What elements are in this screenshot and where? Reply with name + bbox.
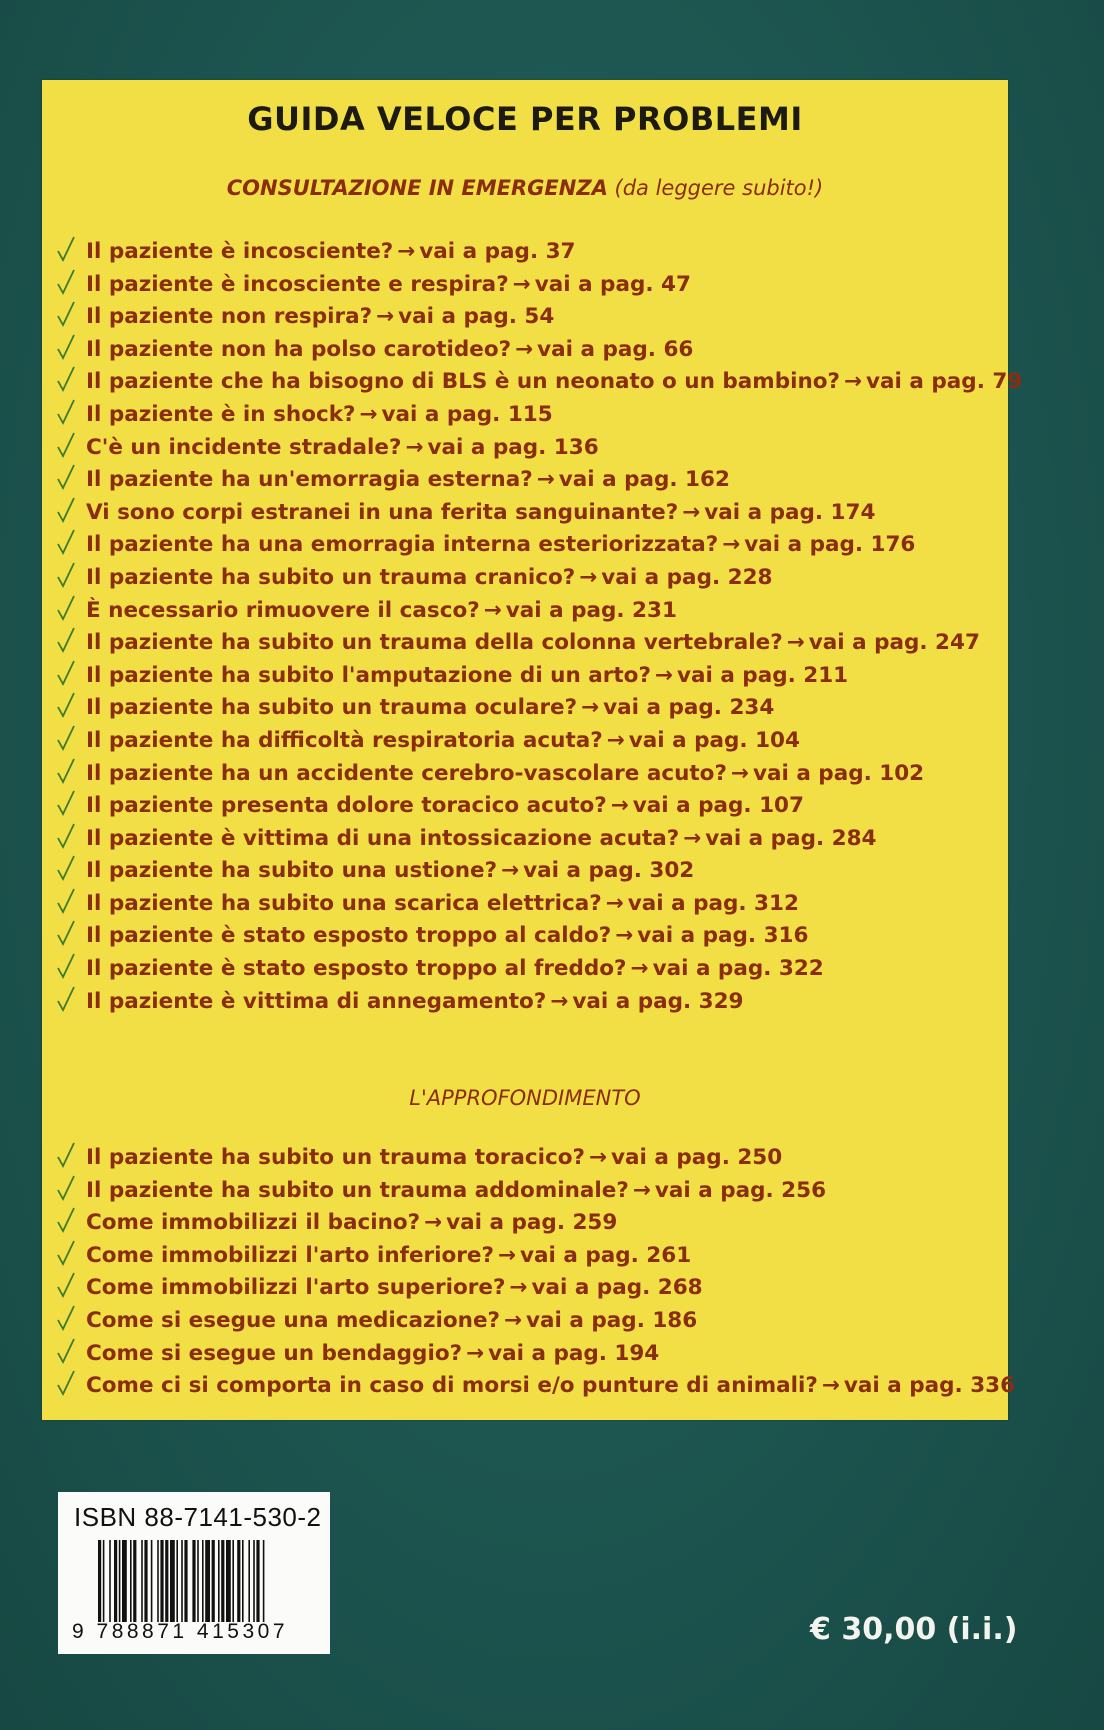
arrow-icon: → xyxy=(483,597,502,623)
question-text: Il paziente è vittima di annegamento? xyxy=(86,988,547,1014)
list-item xyxy=(56,531,1022,564)
quick-guide-panel xyxy=(42,80,1023,1420)
check-mark-icon xyxy=(56,625,76,655)
list-item xyxy=(56,303,1022,336)
emergency-heading-note: (da leggere subito!) xyxy=(607,176,824,200)
page-reference: vai a pag. 66 xyxy=(537,336,694,362)
check-mark-icon xyxy=(56,560,76,590)
question-text: Il paziente che ha bisogno di BLS è un neonato o un bambino? xyxy=(86,369,841,395)
question-text: Il paziente ha difficoltà respiratoria acuta? xyxy=(86,727,603,753)
page-reference: vai a pag. 268 xyxy=(531,1275,703,1301)
check-mark-icon xyxy=(56,1205,76,1235)
deepening-heading-text: L'APPROFONDIMENTO xyxy=(409,1086,641,1110)
arrow-icon: → xyxy=(821,1373,840,1399)
check-mark-icon xyxy=(56,821,76,851)
list-item xyxy=(56,629,1022,662)
arrow-icon: → xyxy=(579,564,598,590)
page-reference: vai a pag. 102 xyxy=(752,760,925,786)
question-text: Il paziente ha un'emorragia esterna? xyxy=(86,467,533,493)
question-text: Il paziente non respira? xyxy=(86,304,373,330)
check-mark-icon xyxy=(56,299,76,329)
list-item xyxy=(56,1144,1015,1177)
list-item xyxy=(56,564,1022,597)
arrow-icon: → xyxy=(515,336,534,362)
barcode-digits: 9 788871 415307 xyxy=(72,1620,288,1643)
page-reference: vai a pag. 322 xyxy=(652,956,824,982)
arrow-icon: → xyxy=(606,727,625,753)
page-reference: vai a pag. 259 xyxy=(446,1210,618,1236)
list-item xyxy=(56,760,1022,793)
question-text: Il paziente ha subito una scarica elettrica? xyxy=(86,890,602,916)
question-text: Il paziente ha una emorragia interna esteriorizzata? xyxy=(86,532,719,558)
page-reference: vai a pag. 79 xyxy=(866,369,1023,395)
question-text: Il paziente ha un accidente cerebro-vascolare acuto? xyxy=(86,760,727,786)
question-text: Il paziente ha subito un trauma della colonna vertebrale? xyxy=(86,630,783,656)
page-reference: vai a pag. 136 xyxy=(427,434,599,460)
list-item xyxy=(56,662,1022,695)
list-item xyxy=(56,988,1022,1021)
question-text: C'è un incidente stradale? xyxy=(86,434,402,460)
arrow-icon: → xyxy=(359,401,378,427)
page-reference: vai a pag. 194 xyxy=(488,1340,660,1366)
arrow-icon: → xyxy=(504,1307,523,1333)
arrow-icon: → xyxy=(466,1340,485,1366)
emergency-list xyxy=(56,238,1022,1020)
list-item xyxy=(56,238,1022,271)
deepening-heading xyxy=(42,1086,1008,1110)
arrow-icon: → xyxy=(501,858,520,884)
check-mark-icon xyxy=(56,593,76,623)
page-reference: vai a pag. 261 xyxy=(519,1242,692,1268)
question-text: Il paziente è vittima di una intossicazione acuta? xyxy=(86,825,680,851)
page-reference: vai a pag. 284 xyxy=(705,825,877,851)
arrow-icon: → xyxy=(589,1145,608,1170)
arrow-icon: → xyxy=(536,467,555,493)
page-reference: vai a pag. 115 xyxy=(381,401,553,427)
check-mark-icon xyxy=(56,1173,76,1203)
question-text: Il paziente ha subito un trauma toracico? xyxy=(86,1145,586,1170)
check-mark-icon xyxy=(56,527,76,557)
list-item xyxy=(56,336,1022,369)
check-mark-icon xyxy=(56,951,76,981)
list-item xyxy=(56,1242,1015,1275)
question-text: Il paziente non ha polso carotideo? xyxy=(86,336,512,362)
isbn-barcode-box xyxy=(58,1492,330,1654)
arrow-icon: → xyxy=(550,988,569,1014)
page-reference: vai a pag. 329 xyxy=(572,988,744,1014)
list-item xyxy=(56,825,1022,858)
page-reference: vai a pag. 336 xyxy=(843,1373,1016,1399)
list-item xyxy=(56,499,1022,532)
page-reference: vai a pag. 316 xyxy=(637,923,809,949)
list-item xyxy=(56,955,1022,988)
arrow-icon: → xyxy=(730,760,749,786)
page-reference: vai a pag. 211 xyxy=(676,662,849,688)
question-text: Il paziente ha subito un trauma oculare? xyxy=(86,695,578,721)
question-text: Il paziente è incosciente e respira? xyxy=(86,271,509,297)
arrow-icon: → xyxy=(397,239,416,264)
check-mark-icon xyxy=(56,886,76,916)
question-text: Come immobilizzi l'arto superiore? xyxy=(86,1275,506,1301)
guide-title: GUIDA VELOCE PER PROBLEMI xyxy=(247,100,803,138)
list-item xyxy=(56,1340,1015,1373)
list-item xyxy=(56,727,1022,760)
check-mark-icon xyxy=(56,658,76,688)
page-reference: vai a pag. 312 xyxy=(627,890,799,916)
arrow-icon: → xyxy=(722,532,741,558)
barcode-image xyxy=(98,1540,318,1622)
check-mark-icon xyxy=(56,1238,76,1268)
page-reference: vai a pag. 54 xyxy=(398,304,555,330)
page-reference: vai a pag. 186 xyxy=(526,1307,698,1333)
arrow-icon: → xyxy=(683,825,702,851)
arrow-icon: → xyxy=(615,923,634,949)
page-reference: vai a pag. 247 xyxy=(808,630,980,656)
question-text: Come ci si comporta in caso di morsi e/o punture di animali? xyxy=(86,1373,818,1399)
page-reference: vai a pag. 47 xyxy=(534,271,691,297)
deepening-list xyxy=(56,1144,1015,1405)
list-item xyxy=(56,1372,1015,1405)
check-mark-icon xyxy=(56,495,76,525)
arrow-icon: → xyxy=(632,1177,651,1203)
check-mark-icon xyxy=(56,430,76,460)
list-item xyxy=(56,368,1022,401)
question-text: Come immobilizzi l'arto inferiore? xyxy=(86,1242,494,1268)
emergency-heading xyxy=(42,176,1008,200)
list-item xyxy=(56,857,1022,890)
question-text: Il paziente presenta dolore toracico acuto? xyxy=(86,793,607,819)
page-reference: vai a pag. 37 xyxy=(419,239,576,264)
list-item xyxy=(56,890,1022,923)
arrow-icon: → xyxy=(654,662,673,688)
check-mark-icon xyxy=(56,984,76,1014)
list-item xyxy=(56,1209,1015,1242)
list-item xyxy=(56,1274,1015,1307)
arrow-icon: → xyxy=(682,499,701,525)
check-mark-icon xyxy=(56,1140,76,1170)
check-mark-icon xyxy=(56,234,76,264)
list-item xyxy=(56,922,1022,955)
check-mark-icon xyxy=(56,1368,76,1398)
arrow-icon: → xyxy=(512,271,531,297)
question-text: Vi sono corpi estranei in una ferita sanguinante? xyxy=(86,499,679,525)
check-mark-icon xyxy=(56,690,76,720)
list-item xyxy=(56,694,1022,727)
page-reference: vai a pag. 176 xyxy=(744,532,916,558)
check-mark-icon xyxy=(56,723,76,753)
question-text: Il paziente ha subito un trauma addominale? xyxy=(86,1177,629,1203)
arrow-icon: → xyxy=(424,1210,443,1236)
list-item xyxy=(56,401,1022,434)
question-text: Il paziente ha subito l'amputazione di un arto? xyxy=(86,662,651,688)
check-mark-icon xyxy=(56,1336,76,1366)
list-item xyxy=(56,271,1022,304)
page-reference: vai a pag. 302 xyxy=(523,858,695,884)
question-text: Il paziente è in shock? xyxy=(86,401,356,427)
arrow-icon: → xyxy=(497,1242,516,1268)
arrow-icon: → xyxy=(605,890,624,916)
check-mark-icon xyxy=(56,756,76,786)
arrow-icon: → xyxy=(844,369,863,395)
list-item xyxy=(56,1177,1015,1210)
check-mark-icon xyxy=(56,918,76,948)
page-reference: vai a pag. 104 xyxy=(628,727,800,753)
list-item xyxy=(56,1307,1015,1340)
check-mark-icon xyxy=(56,462,76,492)
arrow-icon: → xyxy=(786,630,805,656)
check-mark-icon xyxy=(56,397,76,427)
emergency-heading-strong: CONSULTAZIONE IN EMERGENZA xyxy=(226,176,608,200)
check-mark-icon xyxy=(56,267,76,297)
page-reference: vai a pag. 107 xyxy=(632,793,804,819)
question-text: Il paziente ha subito una ustione? xyxy=(86,858,498,884)
page-reference: vai a pag. 231 xyxy=(505,597,677,623)
page-reference: vai a pag. 250 xyxy=(611,1145,783,1170)
price-label: € 30,00 (i.i.) xyxy=(810,1612,1018,1647)
page-reference: vai a pag. 234 xyxy=(603,695,775,721)
question-text: Come immobilizzi il bacino? xyxy=(86,1210,421,1236)
list-item xyxy=(56,466,1022,499)
question-text: Il paziente è stato esposto troppo al freddo? xyxy=(86,956,627,982)
arrow-icon: → xyxy=(610,793,629,819)
question-text: Il paziente ha subito un trauma cranico? xyxy=(86,564,576,590)
check-mark-icon xyxy=(56,1303,76,1333)
question-text: Il paziente è stato esposto troppo al caldo? xyxy=(86,923,612,949)
arrow-icon: → xyxy=(509,1275,528,1301)
page-reference: vai a pag. 162 xyxy=(558,467,730,493)
check-mark-icon xyxy=(56,332,76,362)
question-text: Il paziente è incosciente? xyxy=(86,239,394,264)
arrow-icon: → xyxy=(581,695,600,721)
page-reference: vai a pag. 174 xyxy=(704,499,876,525)
check-mark-icon xyxy=(56,1270,76,1300)
arrow-icon: → xyxy=(376,304,395,330)
check-mark-icon xyxy=(56,364,76,394)
check-mark-icon xyxy=(56,788,76,818)
page-reference: vai a pag. 228 xyxy=(601,564,773,590)
list-item xyxy=(56,434,1022,467)
isbn-number: ISBN 88-7141-530-2 xyxy=(74,1502,322,1532)
arrow-icon: → xyxy=(405,434,424,460)
list-item xyxy=(56,597,1022,630)
question-text: Come si esegue un bendaggio? xyxy=(86,1340,463,1366)
page-reference: vai a pag. 256 xyxy=(654,1177,827,1203)
list-item xyxy=(56,792,1022,825)
question-text: Come si esegue una medicazione? xyxy=(86,1307,501,1333)
check-mark-icon xyxy=(56,853,76,883)
question-text: È necessario rimuovere il casco? xyxy=(86,597,480,623)
arrow-icon: → xyxy=(630,956,649,982)
